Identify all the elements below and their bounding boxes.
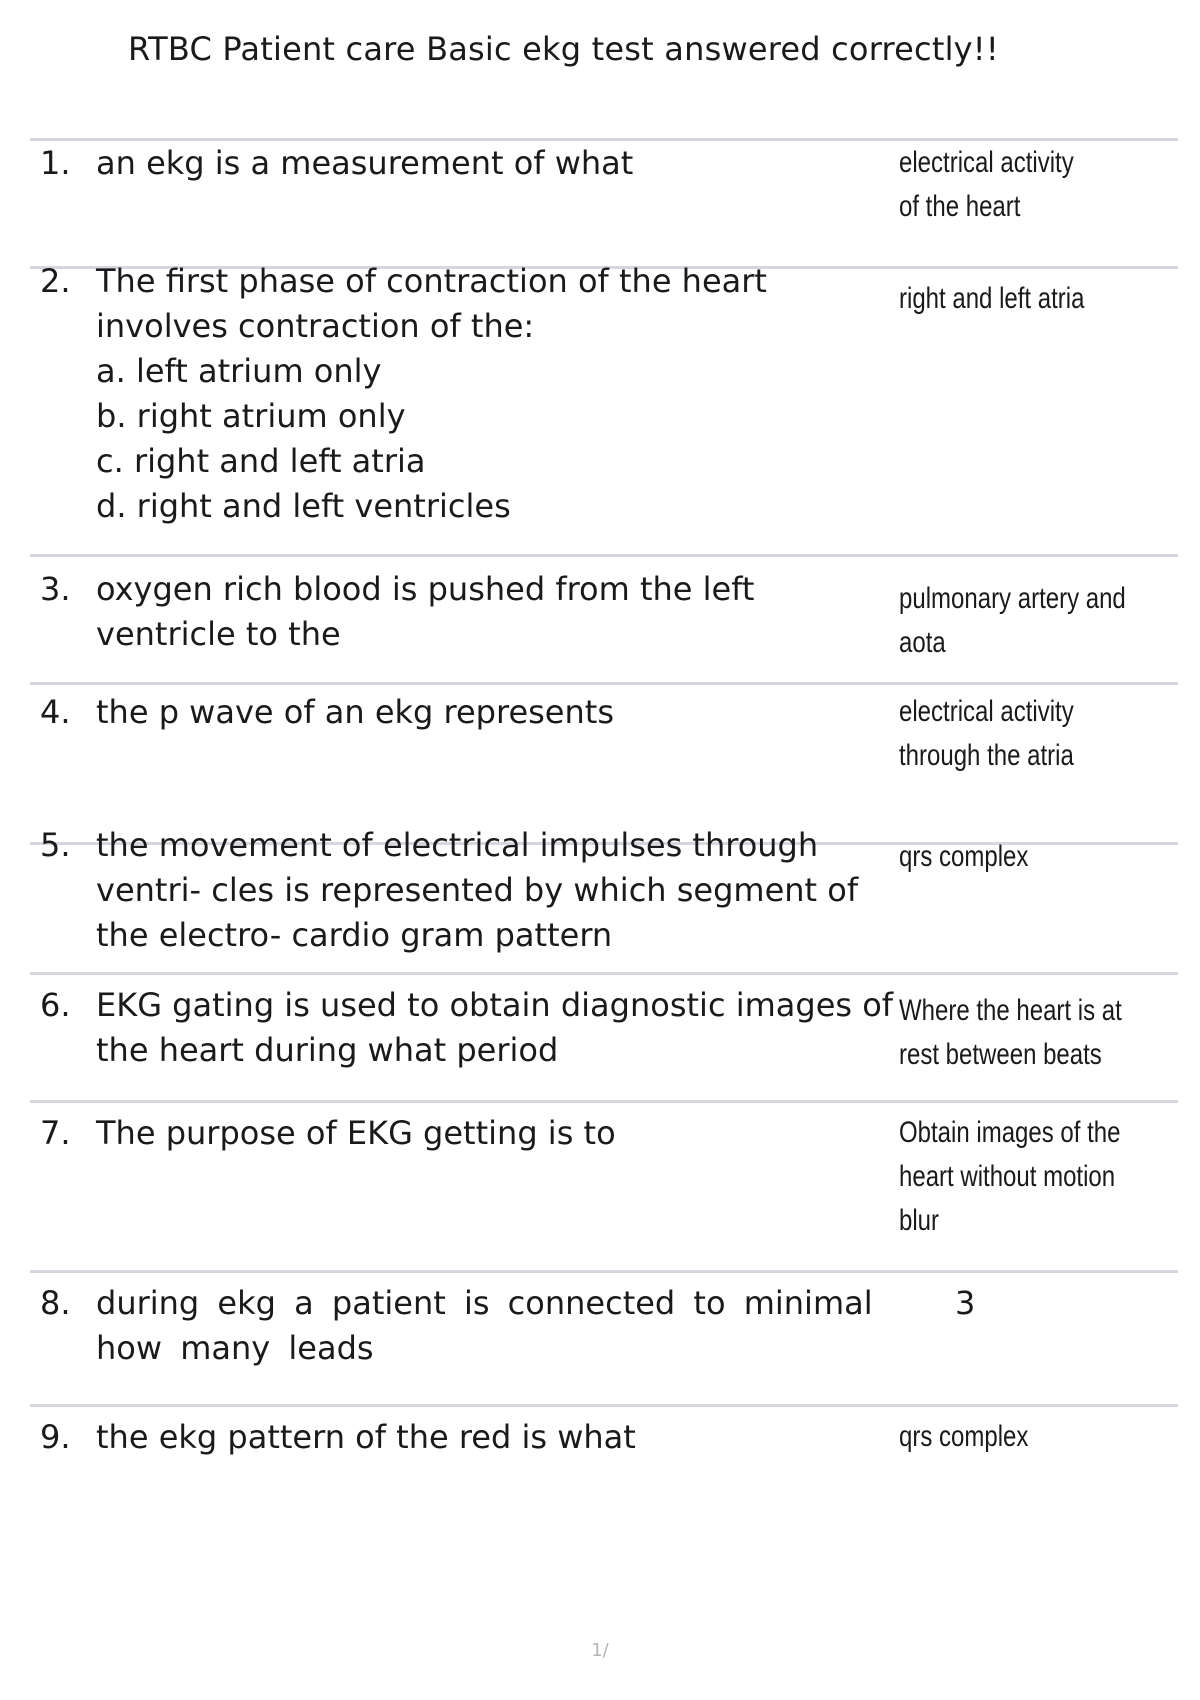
qa-item-9 — [30, 1404, 1178, 1507]
question-text: the ekg pattern of the red is what — [96, 1418, 636, 1456]
answer-text: Obtain images of the heart without motion blur — [899, 1116, 1121, 1237]
question-number: 8. — [40, 1284, 71, 1322]
question-number: 9. — [40, 1418, 71, 1456]
question-number: 3. — [40, 570, 71, 608]
answer-text: qrs complex — [899, 840, 1029, 873]
qa-item-5 — [30, 826, 1178, 975]
question-number: 4. — [40, 693, 71, 731]
answer-text: qrs complex — [899, 1420, 1029, 1453]
qa-item-4 — [30, 682, 1178, 845]
qa-item-3 — [30, 554, 1178, 687]
question-stem: The first phase of contraction of the heart involves contraction of the: — [96, 262, 767, 345]
question-number: 7. — [40, 1114, 71, 1152]
question-text: EKG gating is used to obtain diagnostic images of the heart during what period — [96, 986, 894, 1069]
option-b: b. right atrium only — [96, 397, 406, 435]
question-number: 1. — [40, 144, 71, 182]
option-d: d. right and left ventricles — [96, 487, 511, 525]
answer-text: 3 — [955, 1284, 976, 1322]
qa-item-8 — [30, 1270, 1178, 1407]
question-text: oxygen rich blood is pushed from the left ventricle to the — [96, 570, 755, 653]
answer-text: electrical activity through the atria — [899, 695, 1074, 772]
qa-item-7 — [30, 1100, 1178, 1273]
page-number: 1/ — [591, 1640, 609, 1661]
question-number: 2. — [40, 262, 71, 300]
question-text — [96, 259, 906, 529]
question-text: an ekg is a measurement of what — [96, 144, 634, 182]
option-c: c. right and left atria — [96, 442, 426, 480]
question-text: the movement of electrical impulses through ventri- cles is represented by which segment of the electro- cardio gram pattern — [96, 826, 859, 954]
qa-item-1 — [30, 138, 1178, 267]
answer-text: electrical activity of the heart — [899, 146, 1074, 223]
question-text: the p wave of an ekg represents — [96, 693, 614, 731]
option-a: a. left atrium only — [96, 352, 382, 390]
question-text: The purpose of EKG getting is to — [96, 1114, 616, 1152]
question-number: 5. — [40, 826, 71, 864]
document-title: RTBC Patient care Basic ekg test answered correctly!! — [128, 30, 999, 68]
answer-text: right and left atria — [899, 282, 1085, 315]
question-number: 6. — [40, 986, 71, 1024]
qa-item-6 — [30, 972, 1178, 1103]
question-text: during ekg a patient is connected to minimal how many leads — [96, 1284, 873, 1367]
qa-item-2 — [30, 262, 1178, 559]
answer-text: pulmonary artery and aota — [899, 582, 1126, 659]
answer-text: Where the heart is at rest between beats — [899, 994, 1122, 1071]
